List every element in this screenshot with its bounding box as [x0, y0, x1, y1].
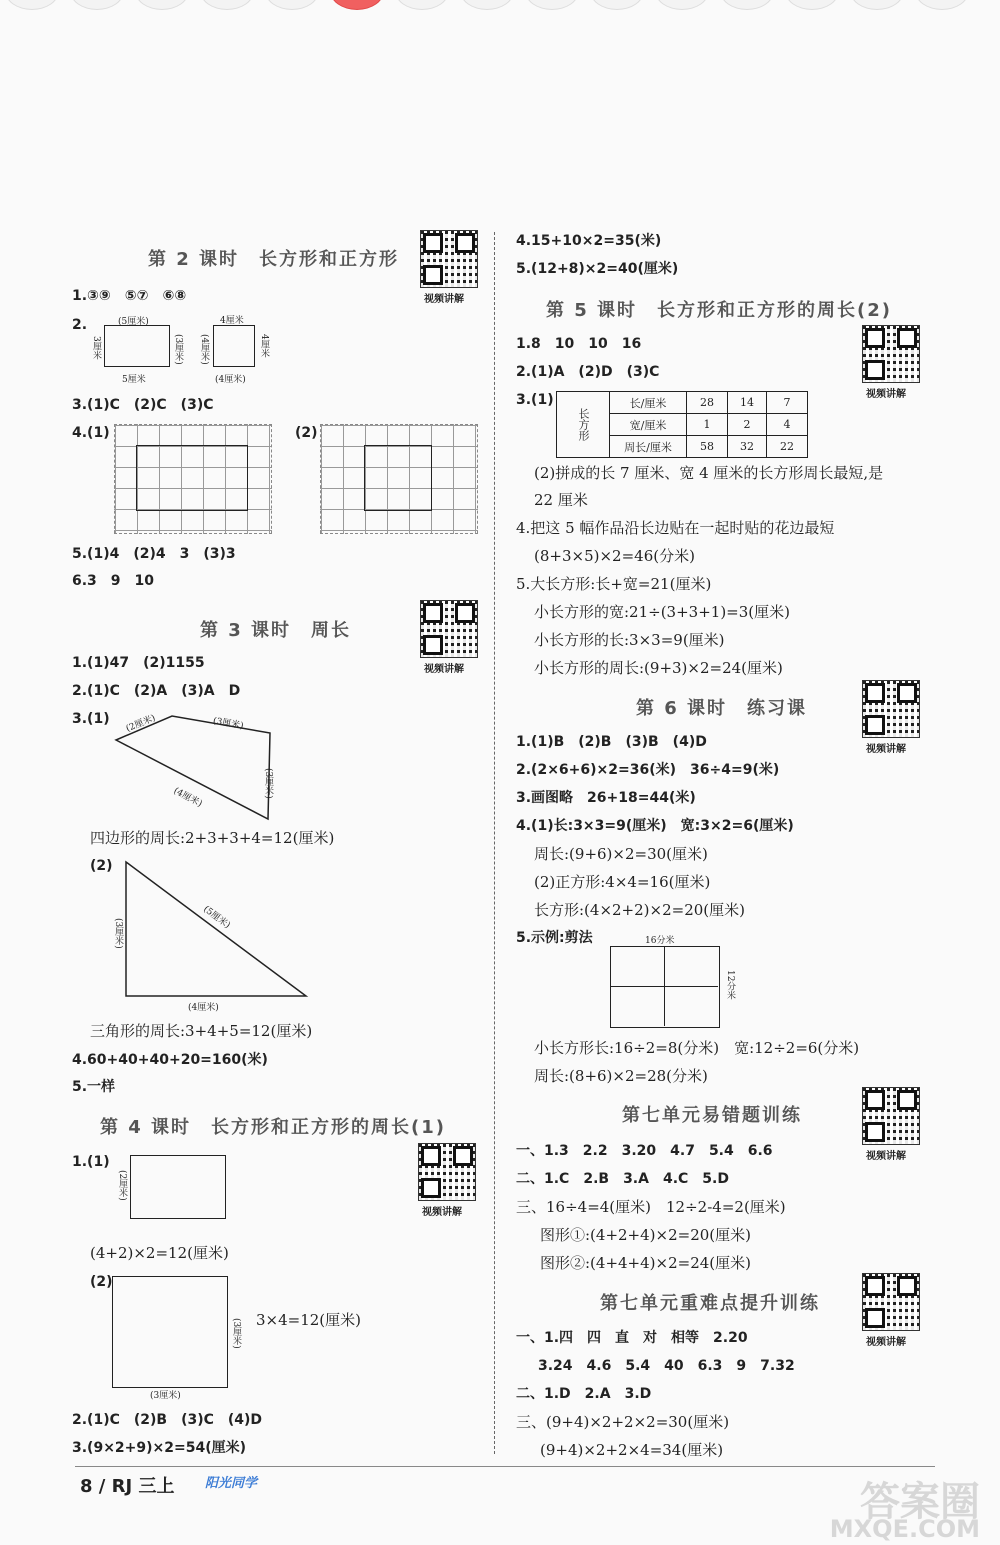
answer-line: 1.8 10 10 16: [516, 336, 642, 352]
figure-label: (4厘米): [199, 334, 209, 365]
answer-line: 2.(1)C (2)B (3)C (4)D: [72, 1412, 263, 1428]
table-cell: 28: [687, 392, 728, 414]
answer-line: (2): [90, 858, 113, 874]
answer-line: 3.(1)C (2)C (3)C: [72, 397, 214, 413]
answer-line: 1.(1)B (2)B (3)B (4)D: [516, 734, 707, 750]
answer-line: 1.(1)47 (2)1155: [72, 655, 205, 671]
answer-line: (4+2)×2=12(厘米): [90, 1244, 229, 1262]
figure-label: (4厘米): [215, 375, 246, 385]
answer-line: 3×4=12(厘米): [256, 1311, 362, 1329]
answer-line: 三角形的周长:3+4+5=12(厘米): [90, 1022, 313, 1040]
qr-code-icon[interactable]: [862, 1273, 920, 1331]
qr-code-icon[interactable]: [862, 680, 920, 738]
table-cell: 14: [728, 392, 767, 414]
answer-line: (2)正方形:4×4=16(厘米): [534, 873, 711, 891]
figure-label: (3厘米): [113, 918, 123, 949]
qr-label: 视频讲解: [866, 744, 906, 755]
answer-line: 5.(1)4 (2)4 3 (3)3: [72, 546, 236, 562]
figure-label: (4厘米): [171, 786, 204, 810]
brand-logo: 阳光同学: [205, 1476, 258, 1491]
table-cell: 22: [767, 436, 808, 458]
answer-line: 5.(12+8)×2=40(厘米): [516, 261, 679, 277]
answer-line: 6.3 9 10: [72, 573, 155, 589]
footer-rule: [75, 1466, 935, 1467]
table-cell: 7: [767, 392, 808, 414]
answer-line: 4.15+10×2=35(米): [516, 233, 662, 249]
figure-label: 4厘米: [220, 316, 244, 326]
qr-label: 视频讲解: [422, 1207, 462, 1218]
answer-line: 2.(2×6+6)×2=36(米) 36÷4=9(米): [516, 762, 780, 778]
table-cell: 32: [728, 436, 767, 458]
answer-line: 二、1.C 2.B 3.A 4.C 5.D: [516, 1171, 729, 1187]
answer-line: 二、1.D 2.A 3.D: [516, 1386, 652, 1402]
qr-code-icon[interactable]: [862, 325, 920, 383]
figure-label: (4厘米): [188, 1003, 219, 1013]
table-cell: 宽/厘米: [610, 414, 687, 436]
section-title-unit7-errors: 第七单元易错题训练: [622, 1105, 802, 1126]
section-title-unit7-advanced: 第七单元重难点提升训练: [600, 1293, 820, 1314]
figure-label: (3厘米): [263, 768, 273, 799]
answer-line: (9+4)×2+2×4=34(厘米): [540, 1441, 724, 1459]
answer-line: (8+3×5)×2=46(分米): [534, 547, 695, 565]
answer-line: 4.把这 5 幅作品沿长边贴在一起时贴的花边最短: [516, 519, 835, 537]
answer-line: 1.③⑨ ⑤⑦ ⑥⑧: [72, 288, 187, 304]
figure-label: (3厘米): [150, 1391, 181, 1401]
answer-line: 长方形:(4×2+2)×2=20(厘米): [534, 901, 745, 919]
figure-label: 5厘米: [122, 375, 146, 385]
figure-label: 12分米: [725, 970, 735, 1000]
cut-line-horizontal: [610, 986, 718, 987]
answer-line: 22 厘米: [534, 491, 588, 509]
answer-line: 4.60+40+40+20=160(米): [72, 1052, 268, 1068]
table-cell: 周长/厘米: [610, 436, 687, 458]
watermark-url: MXQE.COM: [829, 1515, 980, 1543]
answer-line: 4.(1): [72, 425, 110, 441]
answer-line: 1.(1): [72, 1154, 110, 1170]
section-title-lesson3: 第 3 课时 周长: [200, 620, 352, 641]
answer-line: (2): [295, 425, 318, 441]
section-title-lesson5: 第 5 课时 长方形和正方形的周长(2): [546, 300, 893, 321]
table-cell: 1: [687, 414, 728, 436]
answer-line: 3.24 4.6 5.4 40 6.3 9 7.32: [538, 1358, 795, 1374]
figure-label: 3厘米: [91, 336, 101, 360]
table-cell: 长/厘米: [610, 392, 687, 414]
figure-label: (3厘米): [231, 1318, 241, 1349]
answer-line: 周长:(9+6)×2=30(厘米): [534, 845, 708, 863]
answer-line: 图形①:(4+2+4)×2=20(厘米): [540, 1226, 751, 1244]
answer-line: (2)拼成的长 7 厘米、宽 4 厘米的长方形周长最短,是: [534, 464, 884, 482]
section-title-lesson6: 第 6 课时 练习课: [636, 698, 808, 719]
qr-code-icon[interactable]: [862, 1087, 920, 1145]
answer-line: 小长方形的周长:(9+3)×2=24(厘米): [534, 659, 783, 677]
answer-line: 四边形的周长:2+3+3+4=12(厘米): [90, 829, 335, 847]
rectangle-figure: [130, 1155, 226, 1219]
figure-label: 16分米: [645, 936, 675, 946]
answer-line: 2.(1)A (2)D (3)C: [516, 364, 660, 380]
answer-line: 三、16÷4=4(厘米) 12÷2-4=2(厘米): [516, 1198, 786, 1216]
answer-line: 2.(1)C (2)A (3)A D: [72, 683, 241, 699]
answer-line: 三、(9+4)×2+2×2=30(厘米): [516, 1413, 730, 1431]
answer-line: (2): [90, 1274, 113, 1290]
figure-label: 4厘米: [259, 334, 269, 358]
answer-line: 3.(1): [72, 711, 110, 727]
section-title-lesson2: 第 2 课时 长方形和正方形: [148, 249, 400, 270]
figure-label: (2厘米): [124, 713, 158, 735]
table-cell: 4: [767, 414, 808, 436]
cut-diagram: [610, 946, 720, 1028]
answer-line: 小长方形的长:3×3=9(厘米): [534, 631, 725, 649]
answer-line: 5.一样: [72, 1079, 116, 1095]
figure-label: (2厘米): [117, 1170, 127, 1201]
qr-code-icon[interactable]: [418, 1143, 476, 1201]
data-table: [556, 391, 808, 458]
answer-line: 5.大长方形:长+宽=21(厘米): [516, 575, 712, 593]
figure-label: (3厘米): [212, 716, 245, 732]
table-cell: 2: [728, 414, 767, 436]
answer-line: 周长:(8+6)×2=28(分米): [534, 1067, 708, 1085]
watermark: 答案圈: [860, 1479, 980, 1525]
figure-label: (5厘米): [118, 317, 149, 327]
qr-label: 视频讲解: [866, 1337, 906, 1348]
answer-line: 5.示例:剪法: [516, 930, 593, 946]
qr-label: 视频讲解: [866, 1151, 906, 1162]
answer-line: 一、1.四 四 直 对 相等 2.20: [516, 1330, 748, 1346]
figure-label: (5厘米): [201, 904, 232, 931]
answer-line: 图形②:(4+4+4)×2=24(厘米): [540, 1254, 751, 1272]
answer-line: 小长方形的宽:21÷(3+3+1)=3(厘米): [534, 603, 790, 621]
answer-line: 一、1.3 2.2 3.20 4.7 5.4 6.6: [516, 1143, 773, 1159]
qr-label: 视频讲解: [866, 389, 906, 400]
qr-label: 视频讲解: [424, 294, 464, 305]
table-cell: 58: [687, 436, 728, 458]
figure-label: (3厘米): [173, 334, 183, 365]
qr-label: 视频讲解: [424, 664, 464, 675]
square-figure: [112, 1276, 228, 1388]
answer-line: 4.(1)长:3×3=9(厘米) 宽:3×2=6(厘米): [516, 818, 794, 834]
page-footer: 8 / RJ 三上: [80, 1476, 175, 1497]
answer-line: 3.(1): [516, 392, 554, 408]
answer-line: 2.: [72, 317, 88, 333]
answer-line: 3.(9×2+9)×2=54(厘米): [72, 1440, 247, 1456]
answer-line: 小长方形长:16÷2=8(分米) 宽:12÷2=6(分米): [534, 1039, 860, 1057]
table-row-header: 长方形: [557, 392, 610, 458]
section-title-lesson4: 第 4 课时 长方形和正方形的周长(1): [100, 1117, 447, 1138]
answer-line: 3.画图略 26+18=44(米): [516, 790, 696, 806]
